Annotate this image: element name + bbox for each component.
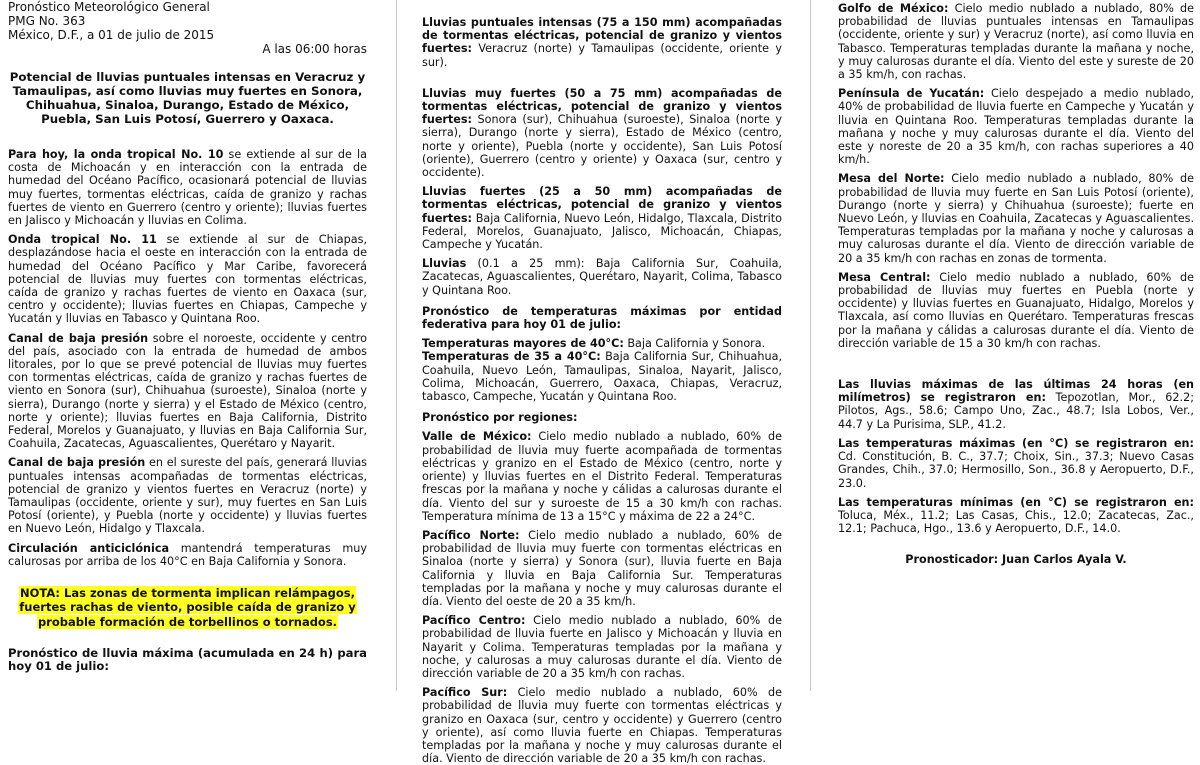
temp-paragraph <box>422 337 782 350</box>
bulletin-title: Pronóstico Meteorológico General <box>8 0 210 14</box>
system-title: Canal de baja presión <box>8 456 146 470</box>
system-paragraph <box>8 456 367 535</box>
rain-paragraph <box>422 16 782 69</box>
region-title: Mesa del Norte: <box>838 172 945 186</box>
storm-note <box>8 586 367 629</box>
record-paragraph <box>838 437 1194 490</box>
column-3 <box>838 0 1194 691</box>
region-paragraph <box>422 529 782 608</box>
regions-title: Pronóstico por regiones: <box>422 411 578 425</box>
system-paragraph <box>8 542 367 568</box>
forecaster: Pronosticador: Juan Carlos Ayala V. <box>905 553 1127 567</box>
region-paragraph <box>838 2 1194 81</box>
record-paragraph <box>838 378 1194 431</box>
region-text: Cielo despejado a medio nublado, 40% de probabilidad de lluvia fuerte en Campeche y Yucatán y lluvia en Quintana Roo. Temperaturas templadas durante la mañana y noche y muy calurosas durante el día. Viento del este y noreste de 20 a 35 km/h, con rachas superiores a 40 km/h. <box>838 87 1194 167</box>
bulletin-date: México, D.F., a 01 de julio de 2015 <box>8 28 215 42</box>
region-paragraph <box>422 686 782 765</box>
region-paragraph <box>838 172 1194 264</box>
temp-forecast-title: Pronóstico de temperaturas máximas por entidad federativa para hoy 01 de julio: <box>422 304 782 332</box>
region-text: Cielo medio nublado a nublado, 80% de probabilidad de lluvias puntuales intensas en Tamaulipas (occidente, oriente y sur) y Veracruz (norte), así como lluvia en Tabasco. Temperaturas templadas durante la mañana y noche, y muy calurosas durante el día. Viento del este y sureste de 20 a 35 km/h, con rachas. <box>838 2 1194 82</box>
record-text: Cd. Constitución, B. C., 37.7; Choix, Sin., 37.3; Nuevo Casas Grandes, Chih., 37.0; Hermosillo, Son., 36.8 y Aeropuerto, D.F., 23.0. <box>838 450 1194 490</box>
record-title: Las temperaturas mínimas (en °C) se registraron en: <box>838 495 1194 509</box>
region-title: Pacífico Centro: <box>422 614 526 628</box>
system-title: Para hoy, la onda tropical No. 10 <box>8 148 224 161</box>
temp-text: Baja California Sur, Chihuahua, Coahuila, Nuevo León, Tamaulipas, Sinaloa, Nayarit, Jalisco, Colima, Michoacán, Guerrero, Oaxaca, Chiapas, Veracruz, tabasco, Campeche, Yucatán y Quintana Roo. <box>422 350 782 404</box>
bulletin-number: PMG No. 363 <box>8 14 86 28</box>
region-text: Cielo medio nublado a nublado, 60% de probabilidad de lluvia muy fuerte acompañada de tormentas eléctricas y granizo en el Estado de México (centro, norte y oriente) y lluvias fuertes en el Distrito Federal. Temperaturas frescas por la mañana y noche y cálidas a calurosas durante el día. Viento del sur y suroeste de 15 a 30 km/h con rachas. Temperatura mínima de 13 a 15°C y máxima de 22 a 24°C. <box>422 430 782 523</box>
rain-title: Lluvias muy fuertes (50 a 75 mm) acompañadas de tormentas eléctricas, potencial de granizo y vientos fuertes: <box>422 86 782 127</box>
region-text: Cielo medio nublado a nublado, 60% de probabilidad de lluvia fuerte en Jalisco y Michoacán y lluvia en Nayarit y Colima. Temperaturas templadas por la mañana y noche, y calurosas a muy calurosas durante el día. Viento de dirección variable de 20 a 35 km/h con rachas. <box>422 614 782 680</box>
system-text: se extiende al sur de la costa de Michoacán y en interacción con la entrada de humedad del Océano Pacífico, ocasionará potencial de lluvias muy fuertes, tormentas eléctricas, caída de granizo y rachas fuertes de viento en Guerrero (centro y oriente); lluvias fuertes en Jalisco y Michoacán y lluvias en Colima. <box>8 148 367 228</box>
storm-note-text: NOTA: Las zonas de tormenta implican relámpagos, fuertes rachas de viento, posible caída de granizo y probable formación de torbellinos o tornados. <box>19 586 356 629</box>
region-paragraph <box>422 430 782 522</box>
rain-title: Lluvias fuertes (25 a 50 mm) acompañadas de tormentas eléctricas, potencial de granizo y vientos fuertes: <box>422 185 782 225</box>
system-paragraph <box>8 233 367 325</box>
column-1 <box>8 0 367 691</box>
column-divider-1 <box>396 0 397 691</box>
system-title: Circulación anticiclónica <box>8 541 170 555</box>
rain-title: Lluvias puntuales intensas (75 a 150 mm) acompañadas de tormentas eléctricas, potencial de granizo y vientos fuertes: <box>422 16 782 56</box>
region-title: Valle de México: <box>422 430 532 444</box>
system-text: mantendrá temperaturas muy calurosas por arriba de los 40°C en Baja California y Sonora. <box>8 541 368 568</box>
rain-title: Lluvias <box>422 257 467 271</box>
system-paragraph <box>8 148 367 227</box>
region-title: Pacífico Norte: <box>422 528 520 542</box>
bulletin-time: A las 06:00 horas <box>262 42 367 56</box>
system-paragraph <box>8 332 367 451</box>
record-paragraph <box>838 496 1194 536</box>
record-text: Tepozotlan, Mor., 62.2; Pilotos, Ags., 58.6; Campo Uno, Zac., 48.7; Isla Lobos, Ver., 44.7 y La Purisima, SLP., 41.2. <box>838 391 1194 431</box>
region-paragraph <box>422 614 782 680</box>
region-text: Cielo medio nublado a nublado, 60% de probabilidad de lluvia muy fuerte con tormentas eléctricas en Sinaloa (norte y sierra) y Sonora (sur), lluvia fuerte en Baja California y lluvia en Baja California Sur. Temperaturas templadas por la mañana y noche y muy calurosas durante el día. Viento del oeste de 20 a 35 km/h. <box>422 528 782 608</box>
region-text: Cielo medio nublado a nublado, 80% de probabilidad de lluvia muy fuerte en San Luis Potosí (oriente), Durango (norte y sierra) y Chihuahua (suroeste); fuerte en Nuevo León, y lluvias en Coahuila, Zacatecas y Aguascalientes. Temperaturas templadas por la mañana y noche y calurosas a muy calurosas durante el día. Viento de dirección variable de 20 a 35 km/h con rachas en zonas de tormenta. <box>838 172 1194 265</box>
region-title: Golfo de México: <box>838 2 949 15</box>
column-divider-2 <box>810 0 811 691</box>
rain-forecast-title: Pronóstico de lluvia máxima (acumulada en 24 h) para hoy 01 de julio: <box>8 645 367 673</box>
system-text: se extiende al sur de Chiapas, desplazándose hacia el oeste en interacción con la entrada de humedad del Océano Pacífico y Mar Caribe, favorecerá potencial de lluvias muy fuertes con tormentas eléctricas, caída de granizo y rachas fuertes de viento en Oaxaca (sur, centro y occidente); lluvias fuertes en Chiapas, Campeche y Yucatán y lluvias en Tabasco y Quintana Roo. <box>8 233 368 326</box>
region-title: Pacífico Sur: <box>422 686 508 700</box>
region-text: Cielo medio nublado a nublado, 60% de probabilidad de lluvia muy fuerte con tormentas eléctricas y granizo en Oaxaca (sur, centro y occidente) y Guerrero (centro y oriente), así como lluvia fuerte en Chiapas. Temperaturas templadas por la mañana y noche y muy calurosas durante el día. Viento de dirección variable de 20 a 35 km/h con rachas. <box>422 686 783 765</box>
temp-title: Temperaturas mayores de 40°C: <box>422 337 624 351</box>
rain-text: Veracruz (norte) y Tamaulipas (occidente, oriente y sur). <box>422 42 782 69</box>
system-text: en el sureste del país, generará lluvias puntuales intensas acompañadas de tormentas eléctricas, potencial de granizo y vientos fuertes en Veracruz (norte) y Tamaulipas (occidente, oriente y sur), muy fuertes en San Luis Potosí (oriente), y Puebla (norte y occidente) y lluvias fuertes en Nuevo León, Hidalgo y Tlaxcala. <box>8 456 368 536</box>
temp-title: Temperaturas de 35 a 40°C: <box>422 350 601 364</box>
column-2 <box>422 0 783 765</box>
record-title: Las temperaturas máximas (en °C) se registraron en: <box>838 436 1194 450</box>
temp-paragraph <box>422 350 782 403</box>
system-text: sobre el noroeste, occidente y centro del país, asociado con la entrada de humedad de ambos litorales, por lo que se prevé potencial de lluvias muy fuertes con tormentas eléctricas, caída de granizo y rachas fuertes de viento en Sonora (sur), Chihuahua (suroeste), Sinaloa (norte y sierra), Durango (norte y sierra) y el Estado de México (centro, norte y oriente); lluvias fuertes en Baja California, Distrito Federal, Morelos y Guanajuato, y lluvias en Baja California Sur, Coahuila, Zacatecas, Aguascalientes, Querétaro y Nayarit. <box>8 331 367 451</box>
region-paragraph <box>838 271 1194 350</box>
region-title: Península de Yucatán: <box>838 87 985 101</box>
headline: Potencial de lluvias puntuales intensas en Veracruz y Tamaulipas, así como lluvias muy fuertes en Sonora, Chihuahua, Sinaloa, Durango, Estado de México, Puebla, San Luis Potosí, Guerrero y Oaxaca. <box>9 70 366 126</box>
record-title: Las lluvias máximas de las últimas 24 horas (en milímetros) se registraron en: <box>838 378 1194 405</box>
record-text: Toluca, Méx., 11.2; Las Casas, Chis., 12.0; Zacatecas, Zac., 12.1; Pachuca, Hgo., 13.6 y Aeropuerto, D.F., 14.0. <box>838 508 1194 536</box>
region-text: Cielo medio nublado a nublado, 60% de probabilidad de lluvias muy fuertes en Puebla (norte y occidente) y lluvias fuertes en Guanajuato, Hidalgo, Morelos y Tlaxcala, así como lluvias en Querétaro. Temperaturas frescas por la mañana y cálidas a calurosas durante el día. Viento de dirección variable de 15 a 30 km/h con rachas. <box>838 270 1195 350</box>
region-paragraph <box>838 87 1194 166</box>
rain-paragraph <box>422 257 782 297</box>
system-title: Canal de baja presión <box>8 331 149 345</box>
rain-text: Sonora (sur), Chihuahua (suroeste), Sinaloa (norte y sierra), Durango (norte y sierra), Estado de México (centro, norte y oriente), Puebla (norte y occidente), San Luis Potosí (oriente), Guerrero (centro y oriente) y Oaxaca (sur, centro y occidente). <box>422 113 782 180</box>
rain-text: (0.1 a 25 mm): Baja California Sur, Coahuila, Zacatecas, Aguascalientes, Querétaro, Nayarit, Colima, Tabasco y Quintana Roo. <box>422 257 782 297</box>
region-title: Mesa Central: <box>838 270 931 284</box>
rain-text: Baja California, Nuevo León, Hidalgo, Tlaxcala, Distrito Federal, Morelos, Guanajuato, Jalisco, Michoacán, Chiapas, Campeche y Yucatán. <box>422 211 782 252</box>
rain-paragraph <box>422 185 782 251</box>
temp-text: Baja California y Sonora. <box>623 337 766 351</box>
system-title: Onda tropical No. 11 <box>8 233 157 247</box>
rain-paragraph <box>422 87 782 179</box>
